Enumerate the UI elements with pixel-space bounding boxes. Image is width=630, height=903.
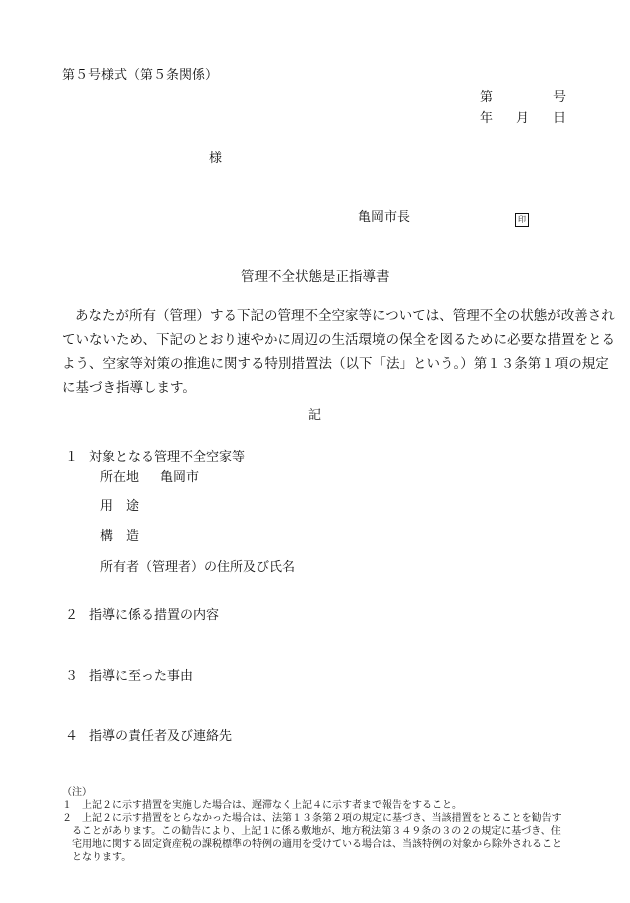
note-line: １ 上記２に示す措置を実施した場合は、遅滞なく上記４に示す者まで報告をすること。 (62, 800, 462, 811)
item-number: ３ (65, 669, 79, 684)
seal-mark (515, 207, 529, 227)
note-line: 宅用地に関する固定資産税の課税標準の特例の適用を受けている場合は、当該特例の対象から除外されること (62, 839, 562, 850)
body-line: あなたが所有（管理）する下記の管理不全空家等については、管理不全の状態が改善され (75, 308, 615, 324)
body-line: に基づき指導します。 (62, 380, 196, 396)
location-label: 所在地 (100, 470, 140, 485)
ref-dai: 第 (480, 90, 494, 105)
item-number: ４ (65, 729, 79, 744)
issuer-title: 亀岡市長 (358, 210, 411, 225)
location-value: 亀岡市 (160, 470, 200, 485)
body-paragraph (62, 304, 615, 400)
item-label: 対象となる管理不全空家等 (89, 450, 246, 465)
body-line: よう、空家等対策の推進に関する特別措置法（以下「法」という。）第１３条第１項の規定 (62, 356, 609, 372)
item-number: １ (65, 450, 79, 465)
date-month: 月 (516, 111, 530, 126)
item-label: 指導に係る措置の内容 (89, 608, 220, 623)
date-year: 年 (480, 111, 494, 126)
notes-section (62, 786, 582, 864)
body-line: ていないため、下記のとおり速やかに周辺の生活環境の保全を図るために必要な措置をとる (62, 332, 615, 348)
use-label: 用 途 (100, 499, 140, 514)
item-label: 指導に至った事由 (89, 669, 194, 684)
notes-heading: （注） (62, 787, 92, 798)
item-label: 指導の責任者及び連絡先 (89, 729, 233, 744)
date-day: 日 (553, 111, 567, 126)
ki-heading: 記 (308, 408, 322, 423)
note-line: となります。 (62, 852, 132, 863)
note-line: ることがあります。この勧告により、上記１に係る敷地が、地方税法第３４９条の３の２の規定に基づき、住 (62, 826, 561, 837)
seal-icon: 印 (515, 213, 529, 227)
owner-label: 所有者（管理者）の住所及び氏名 (100, 560, 296, 575)
note-line: ２ 上記２に示す措置をとらなかった場合は、法第１３条第２項の規定に基づき、当該措置をとることを勧告す (62, 813, 562, 824)
addressee-suffix: 様 (209, 151, 223, 166)
item-number: ２ (65, 608, 79, 623)
form-label: 第５号様式（第５条関係） (62, 68, 219, 83)
ref-go: 号 (553, 90, 567, 105)
structure-label: 構 造 (100, 529, 140, 544)
doc-title: 管理不全状態是正指導書 (241, 269, 390, 285)
